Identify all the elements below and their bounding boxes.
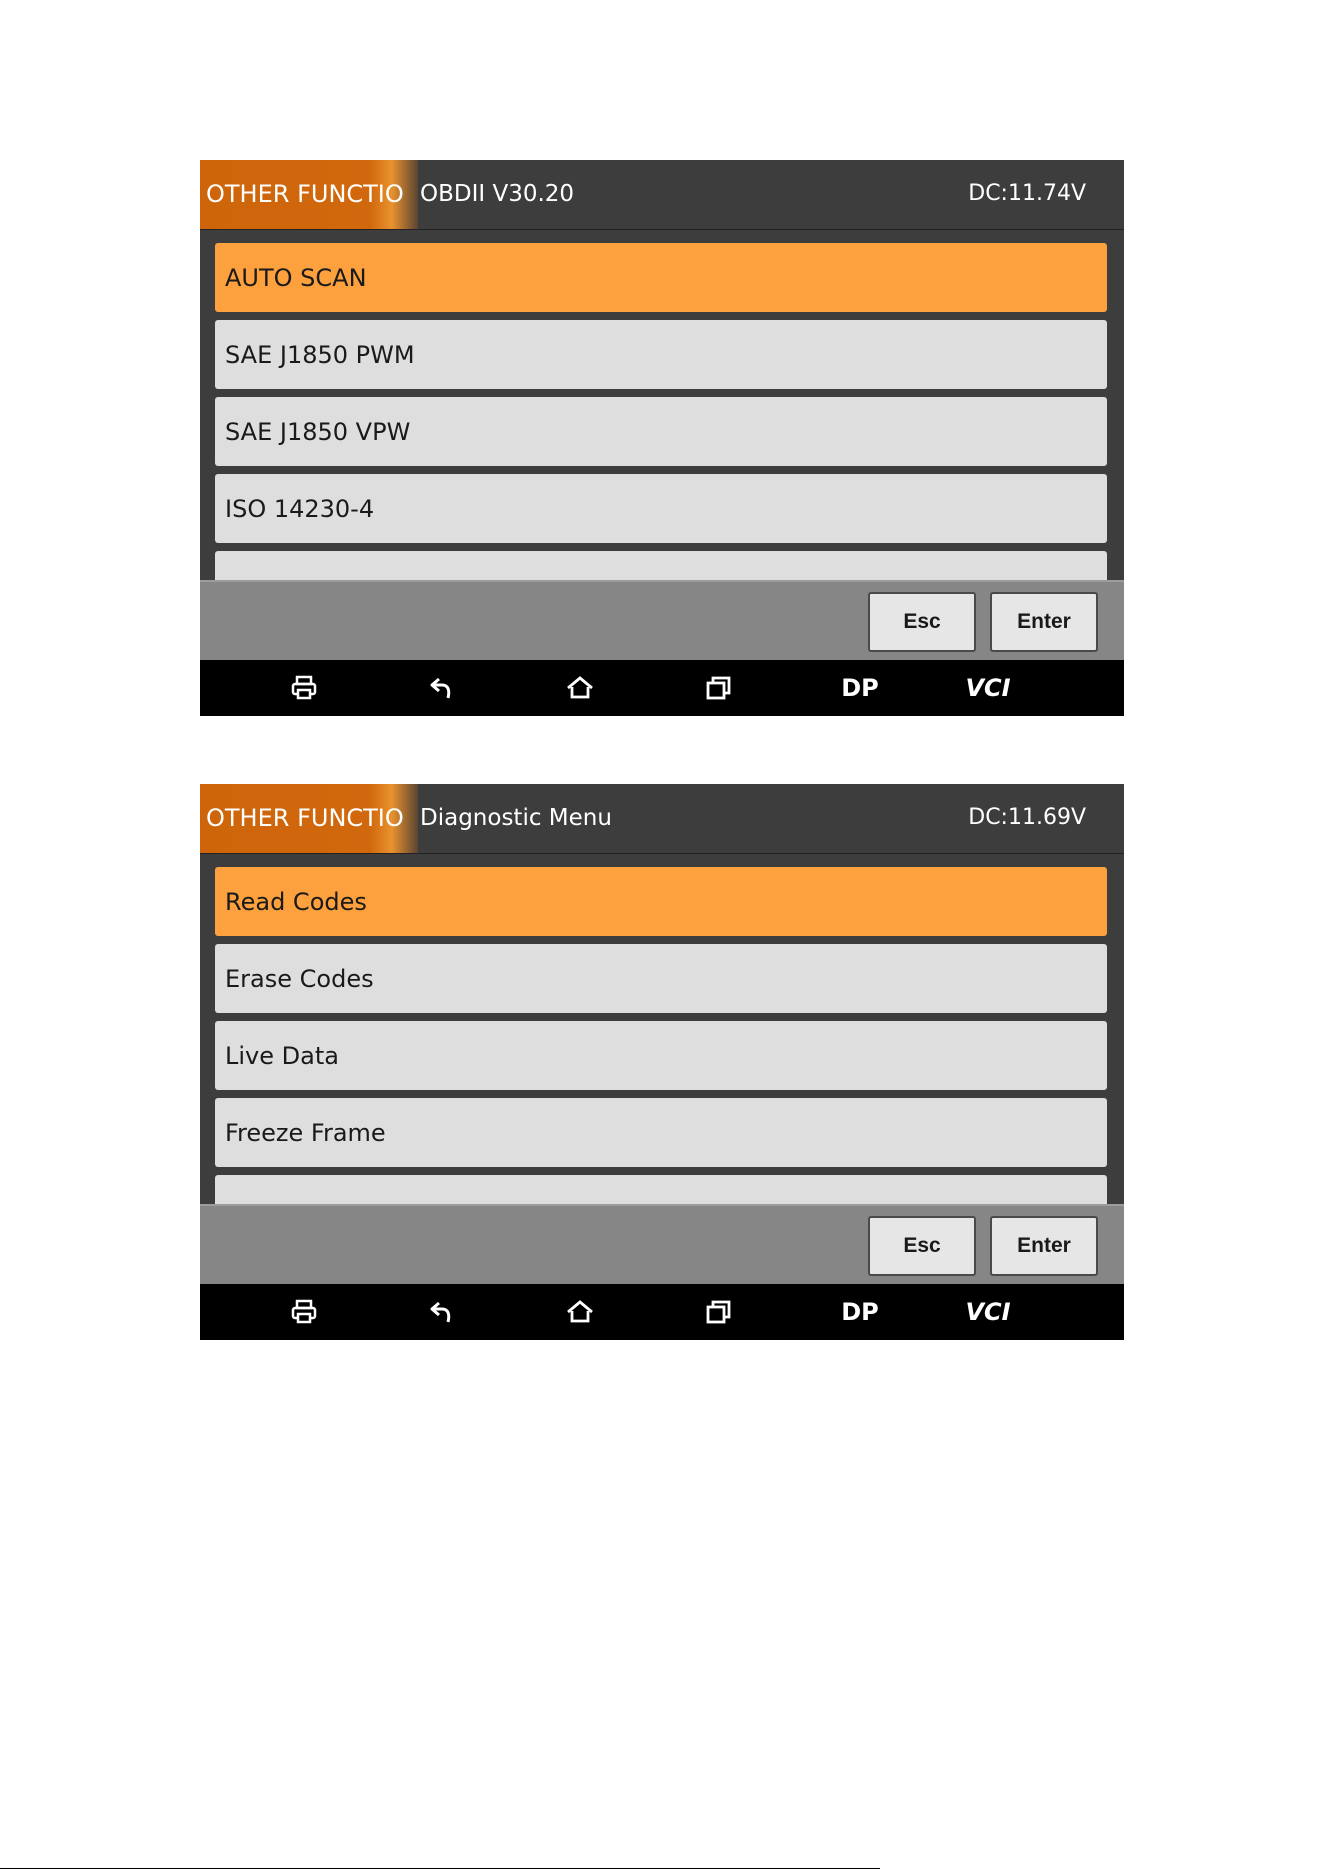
dp-button[interactable]: [838, 1292, 882, 1332]
list-item-live-data[interactable]: [215, 1021, 1107, 1090]
module-tab[interactable]: [200, 784, 418, 853]
home-icon[interactable]: [560, 1292, 600, 1332]
page-title: Diagnostic Menu: [420, 805, 612, 831]
module-tab[interactable]: [200, 160, 418, 229]
list-item-label: SAE J1850 VPW: [225, 418, 411, 446]
back-arrow-icon[interactable]: [422, 668, 462, 708]
list-item-erase-codes[interactable]: [215, 944, 1107, 1013]
module-tab-label: OTHER FUNCTIO: [206, 180, 404, 208]
action-bar: [200, 1204, 1124, 1284]
action-bar: [200, 580, 1124, 660]
list-item-read-codes[interactable]: [215, 867, 1107, 936]
enter-button[interactable]: Enter: [990, 592, 1098, 652]
list-item-auto-scan[interactable]: [215, 243, 1107, 312]
list-item-sae-j1850-pwm[interactable]: [215, 320, 1107, 389]
list-item-label: Live Data: [225, 1042, 339, 1070]
list-item-label: Read Codes: [225, 888, 367, 916]
enter-button[interactable]: Enter: [990, 1216, 1098, 1276]
header-bar: [200, 784, 1124, 854]
esc-button[interactable]: Esc: [868, 1216, 976, 1276]
menu-list[interactable]: [200, 854, 1124, 1262]
dp-button[interactable]: [838, 668, 882, 708]
voltage-readout: DC:11.74V: [968, 181, 1086, 206]
list-item-iso-14230-4[interactable]: [215, 474, 1107, 543]
header-bar: [200, 160, 1124, 230]
dp-label: DP: [841, 1298, 879, 1326]
vci-button[interactable]: [964, 668, 1012, 708]
dp-label: DP: [841, 674, 879, 702]
esc-button[interactable]: Esc: [868, 592, 976, 652]
recent-apps-icon[interactable]: [699, 1292, 739, 1332]
menu-list[interactable]: [200, 230, 1124, 638]
vci-button[interactable]: [964, 1292, 1012, 1332]
home-icon[interactable]: [560, 668, 600, 708]
diagnostic-screen-2: [200, 784, 1124, 1340]
list-item-label: ISO 14230-4: [225, 495, 375, 523]
page-title: OBDII V30.20: [420, 181, 575, 207]
module-tab-label: OTHER FUNCTIO: [206, 804, 404, 832]
page-footer-rule: [0, 1868, 880, 1869]
list-item-label: Erase Codes: [225, 965, 374, 993]
vci-label: VCI: [965, 1298, 1011, 1326]
diagnostic-screen-1: [200, 160, 1124, 716]
list-item-sae-j1850-vpw[interactable]: [215, 397, 1107, 466]
list-item-freeze-frame[interactable]: [215, 1098, 1107, 1167]
back-arrow-icon[interactable]: [422, 1292, 462, 1332]
voltage-readout: DC:11.69V: [968, 805, 1086, 830]
list-item-label: AUTO SCAN: [225, 264, 367, 292]
printer-icon[interactable]: [284, 668, 324, 708]
list-item-label: SAE J1850 PWM: [225, 341, 415, 369]
system-nav-bar: [200, 1284, 1124, 1340]
printer-icon[interactable]: [284, 1292, 324, 1332]
list-item-label: Freeze Frame: [225, 1119, 386, 1147]
system-nav-bar: [200, 660, 1124, 716]
recent-apps-icon[interactable]: [699, 668, 739, 708]
vci-label: VCI: [965, 674, 1011, 702]
